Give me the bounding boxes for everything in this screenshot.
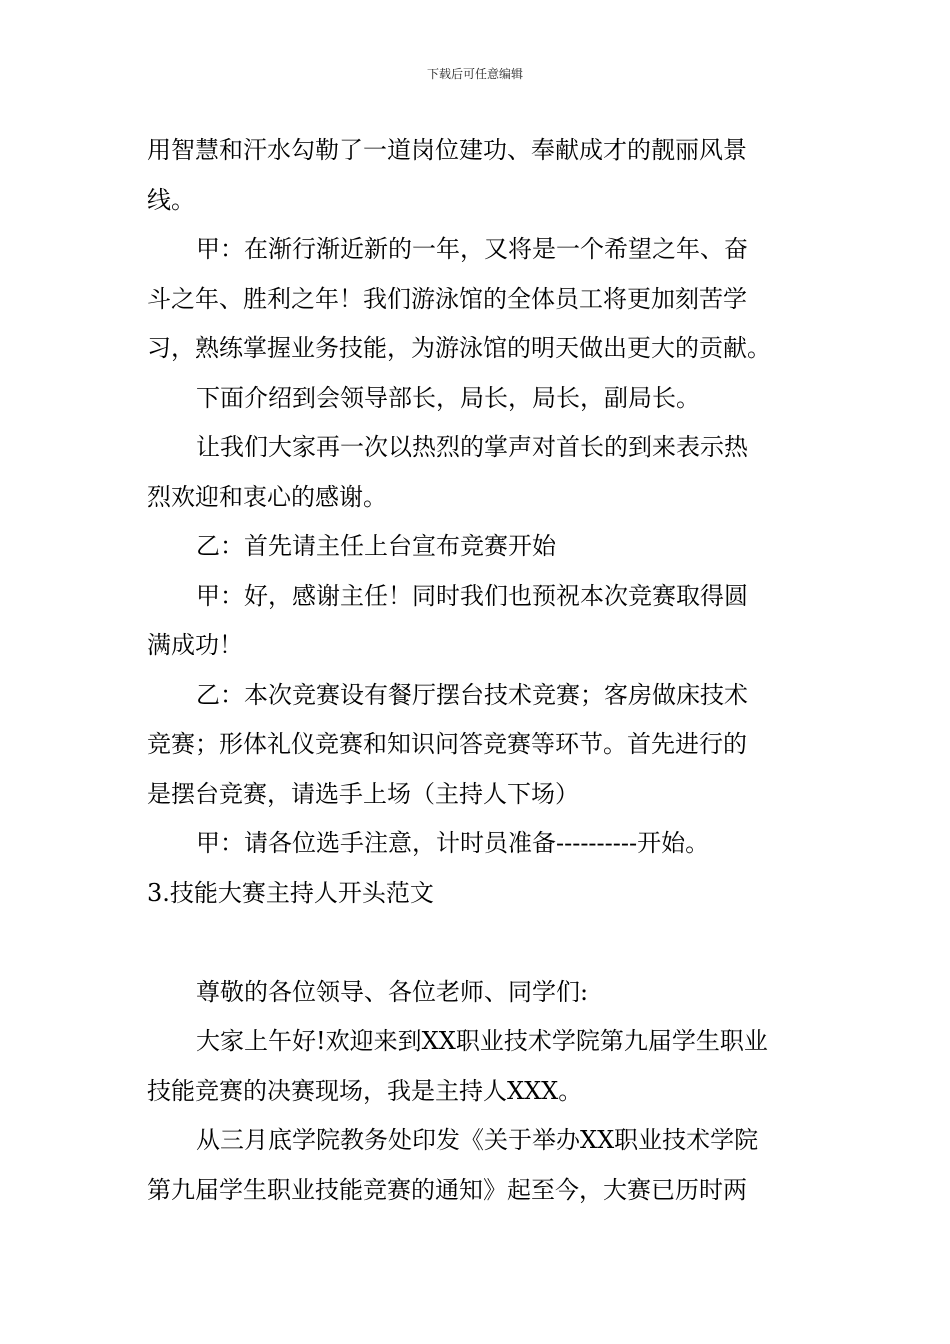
text-line: 竞赛；形体礼仪竞赛和知识问答竞赛等环节。首先进行的	[147, 730, 747, 758]
text-line: 线。	[147, 185, 195, 214]
text-line: 乙：首先请主任上台宣布竞赛开始	[196, 532, 556, 560]
text-line: 是摆台竞赛，请选手上场（主持人下场）	[147, 779, 579, 808]
page-header: 下载后可任意编辑	[426, 67, 523, 81]
section-heading: 3.技能大赛主持人开头范文	[147, 878, 434, 907]
text-line: 乙：本次竞赛设有餐厅摆台技术竞赛；客房做床技术	[196, 680, 748, 709]
text-line: 大家上午好!欢迎来到XX职业技术学院第九届学生职业	[196, 1027, 768, 1055]
text-line: 甲：在渐行渐近新的一年，又将是一个希望之年、奋	[196, 235, 748, 263]
text-line: 斗之年、胜利之年！我们游泳馆的全体员工将更加刻苦学	[147, 284, 747, 313]
text-line: 烈欢迎和衷心的感谢。	[147, 482, 387, 511]
text-line: 满成功！	[147, 631, 243, 659]
paragraph-gap	[147, 918, 812, 968]
text-line: 从三月底学院教务处印发《关于举办XX职业技术学院	[196, 1126, 759, 1154]
text-line: 下面介绍到会领导部长，局长，局长，副局长。	[196, 383, 700, 412]
document-body	[147, 126, 812, 1215]
text-line: 技能竞赛的决赛现场，我是主持人XXX。	[147, 1076, 583, 1105]
text-line: 甲：请各位选手注意，计时员准备----------开始。	[196, 829, 710, 857]
text-line: 习，熟练掌握业务技能，为游泳馆的明天做出更大的贡献。	[147, 334, 771, 362]
text-line: 尊敬的各位领导、各位老师、同学们:	[196, 977, 589, 1006]
text-line: 让我们大家再一次以热烈的掌声对首长的到来表示热	[196, 433, 748, 461]
text-line: 第九届学生职业技能竞赛的通知》起至今，大赛已历时两	[147, 1175, 747, 1204]
text-line: 用智慧和汗水勾勒了一道岗位建功、奉献成才的靓丽风景	[147, 136, 747, 164]
text-line: 甲：好，感谢主任！同时我们也预祝本次竞赛取得圆	[196, 581, 748, 610]
